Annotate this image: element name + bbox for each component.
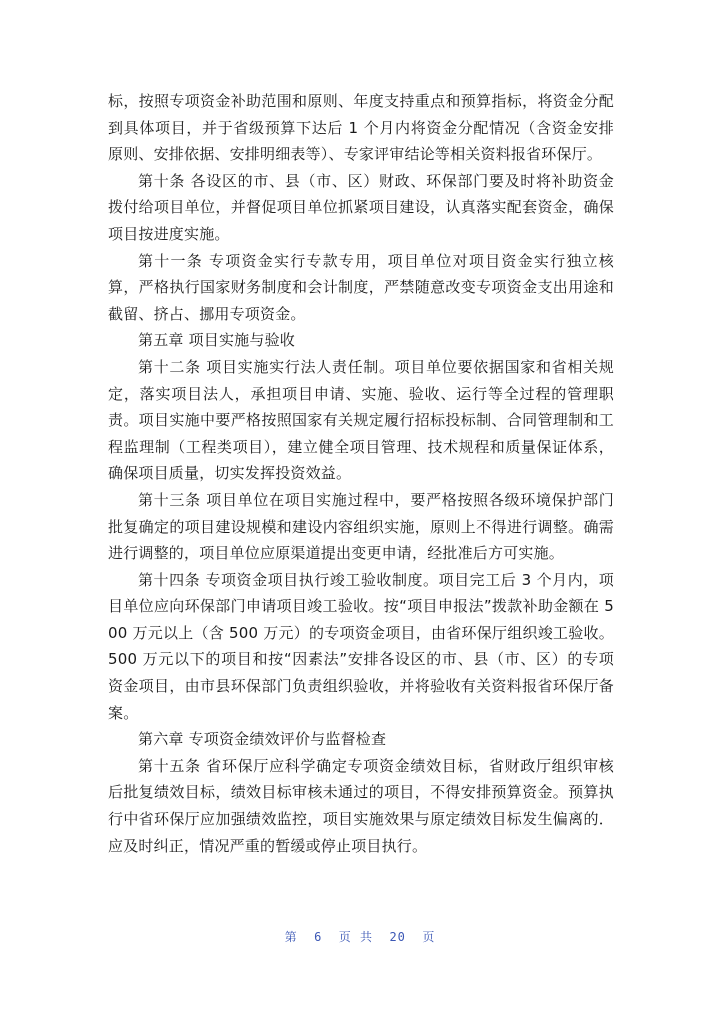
paragraph-article-11: 第十一条 专项资金实行专款专用，项目单位对项目资金实行独立核算，严格执行国家财务制度和会计制度，严禁随意改变专项资金支出用途和截留、挤占、挪用专项资金。 <box>108 251 614 323</box>
paragraph-article-15: 第十五条 省环保厅应科学确定专项资金绩效目标，省财政厅组织审核后批复绩效目标，绩效目标审核未通过的项目，不得安排预算资金。预算执行中省环保厅应加强绩效监控，项目实施效果与原定绩效目标发生偏离的．应及时纠正，情况严重的暂缓或停止项目执行。 <box>108 756 614 855</box>
paragraph-article-13: 第十三条 项目单位在项目实施过程中，要严格按照各级环境保护部门批复确定的项目建设规模和建设内容组织实施，原则上不得进行调整。确需进行调整的，项目单位应原渠道提出变更申请，经批准后方可实施。 <box>108 490 614 563</box>
paragraph-1: 标，按照专项资金补助范围和原则、年度支持重点和预算指标，将资金分配到具体项目，并于省级预算下达后 1 个月内将资金分配情况（含资金安排原则、安排依据、安排明细表等）、专家评审结论等相关资料报省环保厅。 <box>108 92 614 164</box>
paragraph-article-12: 第十二条 项目实施实行法人责任制。项目单位要依据国家和省相关规定，落实项目法人，承担项目申请、实施、验收、运行等全过程的管理职责。项目实施中要严格按照国家有关规定履行招标投标制、合同管理制和工程监理制（工程类项目），建立健全项目管理、技术规程和质量保证体系，确保项目质量，切实发挥投资效益。 <box>108 357 614 483</box>
page-footer <box>0 928 720 945</box>
chapter-6-heading: 第六章 专项资金绩效评价与监督检查 <box>138 730 387 749</box>
paragraph-article-10: 第十条 各设区的市、县（市、区）财政、环保部门要及时将补助资金拨付给项目单位，并督促项目单位抓紧项目建设，认真落实配套资金，确保项目按进度实施。 <box>108 171 614 243</box>
chapter-5-heading: 第五章 项目实施与验收 <box>138 331 295 350</box>
paragraph-article-14: 第十四条 专项资金项目执行竣工验收制度。项目完工后 3 个月内，项目单位应向环保部门申请项目竣工验收。按“项目申报法”拨款补助金额在 500 万元以上（含 500 万元）的专项资金项目，由省环保厅组织竣工验收。500 万元以下的项目和按“因素法”安排各设区的市、县（市、区）的专项资金项目，由市县环保部门负责组织验收，并将验收有关资料报省环保厅备案。 <box>108 570 614 722</box>
page-number-label: 第 6 页 共 20 页 <box>284 930 436 944</box>
document-body <box>108 88 614 859</box>
